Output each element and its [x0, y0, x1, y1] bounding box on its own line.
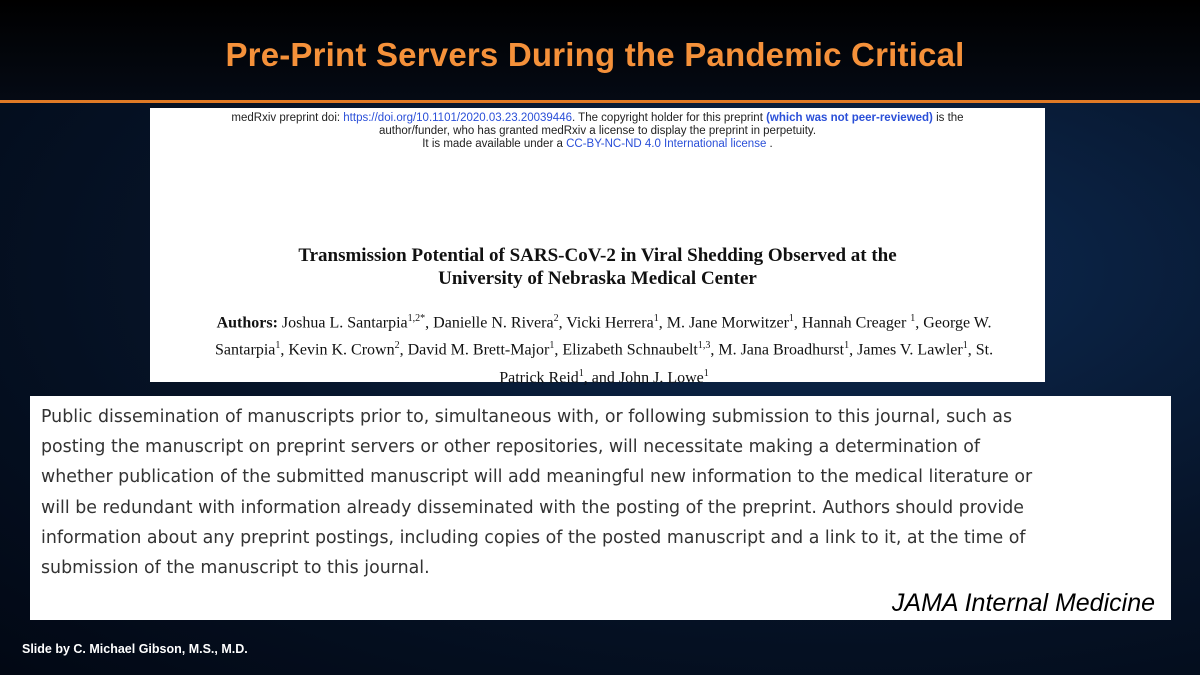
author-separator: ,: [915, 314, 924, 332]
authors-label: Authors:: [216, 314, 278, 332]
author-separator: ,: [425, 314, 434, 332]
author-name: M. Jana Broadhurst: [718, 341, 845, 359]
author-name: James V. Lawler: [857, 341, 963, 359]
policy-line: will be redundant with information already disseminated with the posting of the preprint. Authors should provide: [41, 497, 1024, 518]
author-separator: ,: [658, 314, 667, 332]
author-affiliation: 2: [553, 313, 559, 324]
author-separator: ,: [710, 341, 719, 359]
author-name: David M. Brett-Major: [407, 341, 550, 359]
paper-title-line-1: Transmission Potential of SARS-CoV-2 in Viral Shedding Observed at the: [298, 245, 897, 266]
policy-line: submission of the manuscript to this journal.: [41, 558, 430, 579]
author-affiliation: 1: [703, 367, 709, 379]
header-line-2: author/funder, who has granted medRxiv a license to display the preprint in perpetuity.: [378, 125, 817, 137]
author-name: Joshua L. Santarpia: [277, 314, 408, 332]
title-divider: [0, 100, 1200, 103]
journal-name: JAMA Internal Medicine: [891, 589, 1155, 617]
author-affiliation: 1: [549, 340, 555, 352]
author-separator: ,: [554, 341, 563, 359]
slide-title: Pre-Print Servers During the Pandemic Critical: [225, 36, 965, 73]
title-bar: [0, 0, 1200, 100]
author-separator: ,: [849, 341, 858, 359]
author-name: John J. Lowe: [618, 368, 704, 386]
author-affiliation: 1: [962, 340, 968, 352]
author-affiliation: 1: [578, 367, 584, 379]
author-list: [194, 307, 1014, 389]
author-name: M. Jane Morwitzer: [666, 314, 789, 332]
copyright-text: . The copyright holder for this preprint: [571, 112, 767, 124]
author-name: St. Patrick Reid: [499, 341, 994, 386]
author-affiliation: 1,2*: [407, 313, 426, 324]
author-affiliation: 1: [275, 340, 281, 352]
author-name: Elizabeth Schnaubelt: [562, 341, 698, 359]
author-separator: ,: [399, 341, 408, 359]
author-name: Kevin K. Crown: [288, 341, 395, 359]
policy-line: Public dissemination of manuscripts prior to, simultaneous with, or following submission to this journal, such as: [41, 407, 1013, 427]
author-separator: ,: [793, 314, 802, 332]
policy-line: information about any preprint postings, including copies of the posted manuscript and a link to it, at the time of: [41, 527, 1026, 548]
paper-title-line-2: University of Nebraska Medical Center: [438, 268, 757, 289]
preprint-header: [150, 112, 1045, 151]
author-affiliation: 1: [653, 313, 659, 324]
author-separator: ,: [967, 341, 976, 359]
header-line-1: [150, 112, 1045, 125]
license-prefix: It is made available under a: [422, 138, 567, 150]
author-affiliation: 1,3: [697, 340, 711, 352]
author-separator: ,: [558, 314, 567, 332]
paper-title: [150, 244, 1045, 290]
author-name: George W. Santarpia: [214, 314, 992, 359]
header-line-3: [150, 138, 1045, 151]
license-suffix: .: [766, 138, 773, 150]
author-separator: ,: [280, 341, 289, 359]
policy-line: whether publication of the submitted manuscript will add meaningful new information to the medical literature or: [41, 467, 1033, 488]
license-link[interactable]: CC-BY-NC-ND 4.0 International license: [566, 138, 767, 150]
author-affiliation: 2: [394, 340, 400, 352]
author-affiliation: 1: [910, 313, 916, 324]
author-name: Danielle N. Rivera: [433, 314, 554, 332]
slide-credit: Slide by C. Michael Gibson, M.S., M.D.: [22, 642, 248, 656]
author-separator: , and: [583, 368, 619, 386]
header-line-1-suffix: is the: [932, 112, 964, 124]
doi-label: medRxiv preprint doi:: [231, 112, 344, 124]
author-affiliation: 1: [788, 313, 794, 324]
peer-review-note: (which was not peer-reviewed): [766, 112, 933, 124]
policy-text: [41, 402, 1166, 583]
author-affiliation: 1: [844, 340, 850, 352]
author-name: Vicki Herrera: [566, 314, 654, 332]
doi-link[interactable]: https://doi.org/10.1101/2020.03.23.20039446: [343, 112, 572, 124]
policy-line: posting the manuscript on preprint servers or other repositories, will necessitate making a determination of: [41, 437, 981, 458]
journal-policy-excerpt: [30, 396, 1171, 620]
author-name: Hannah Creager: [801, 314, 911, 332]
preprint-screenshot: [150, 108, 1045, 386]
